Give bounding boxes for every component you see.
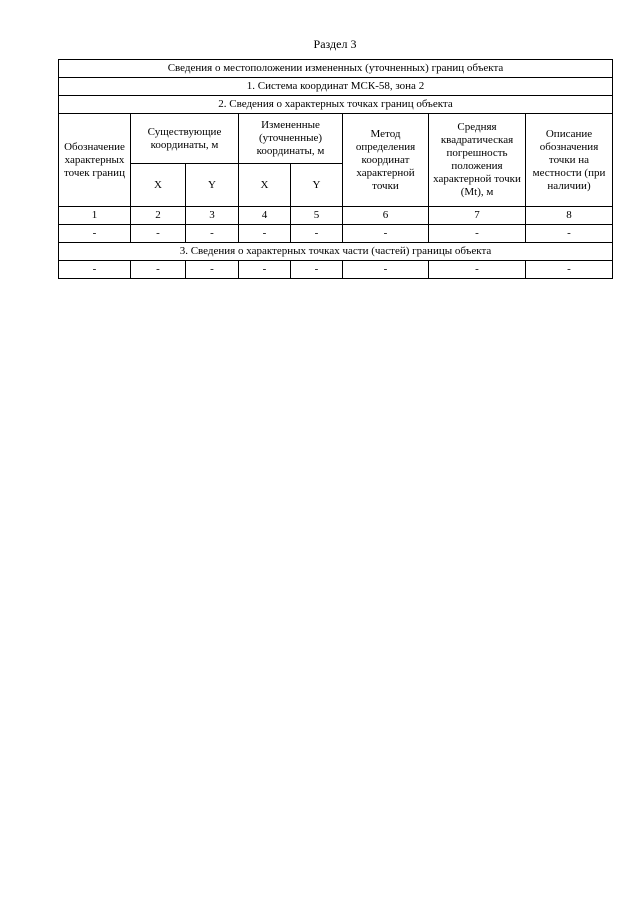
column-number: 3 [186,207,239,225]
column-number: 5 [291,207,343,225]
table-cell: - [131,261,186,279]
table-cell: - [429,261,526,279]
table-cell: - [343,225,429,243]
table-cell: - [429,225,526,243]
col-changed-y: Y [291,164,343,207]
column-number: 2 [131,207,186,225]
table-cell: - [239,225,291,243]
col-existing-x: X [131,164,186,207]
column-numbers-row [59,207,613,225]
table-cell: - [186,225,239,243]
part-points-data-row [59,261,613,279]
boundary-table [58,59,613,279]
table-cell: - [526,225,613,243]
col-description: Описание обозначения точки на местности (при наличии) [526,114,613,207]
col-error: Средняя квадратическая погрешность положения характерной точки (Mt), м [429,114,526,207]
table-cell: - [131,225,186,243]
title-row [59,60,613,78]
column-number: 4 [239,207,291,225]
col-method: Метод определения координат характерной точки [343,114,429,207]
points-header: 2. Сведения о характерных точках границ объекта [59,96,613,114]
coord-system: 1. Система координат МСК-58, зона 2 [59,78,613,96]
column-number: 7 [429,207,526,225]
column-number: 6 [343,207,429,225]
column-header-row [59,114,613,164]
table-cell: - [291,225,343,243]
col-existing: Существующие координаты, м [131,114,239,164]
table-cell: - [343,261,429,279]
table-cell: - [239,261,291,279]
coord-system-row [59,78,613,96]
table-cell: - [59,261,131,279]
section-title: Раздел 3 [313,37,357,51]
col-changed: Измененные (уточненные) координаты, м [239,114,343,164]
table-cell: - [59,225,131,243]
table-cell: - [291,261,343,279]
col-designation: Обозначение характерных точек границ [59,114,131,207]
points-header-row [59,96,613,114]
table-title: Сведения о местоположении измененных (уточненных) границ объекта [59,60,613,78]
part-points-header-row [59,243,613,261]
col-existing-y: Y [186,164,239,207]
column-number: 1 [59,207,131,225]
points-data-row [59,225,613,243]
table-cell: - [526,261,613,279]
col-changed-x: X [239,164,291,207]
part-points-header: 3. Сведения о характерных точках части (частей) границы объекта [59,243,613,261]
table-cell: - [186,261,239,279]
column-number: 8 [526,207,613,225]
